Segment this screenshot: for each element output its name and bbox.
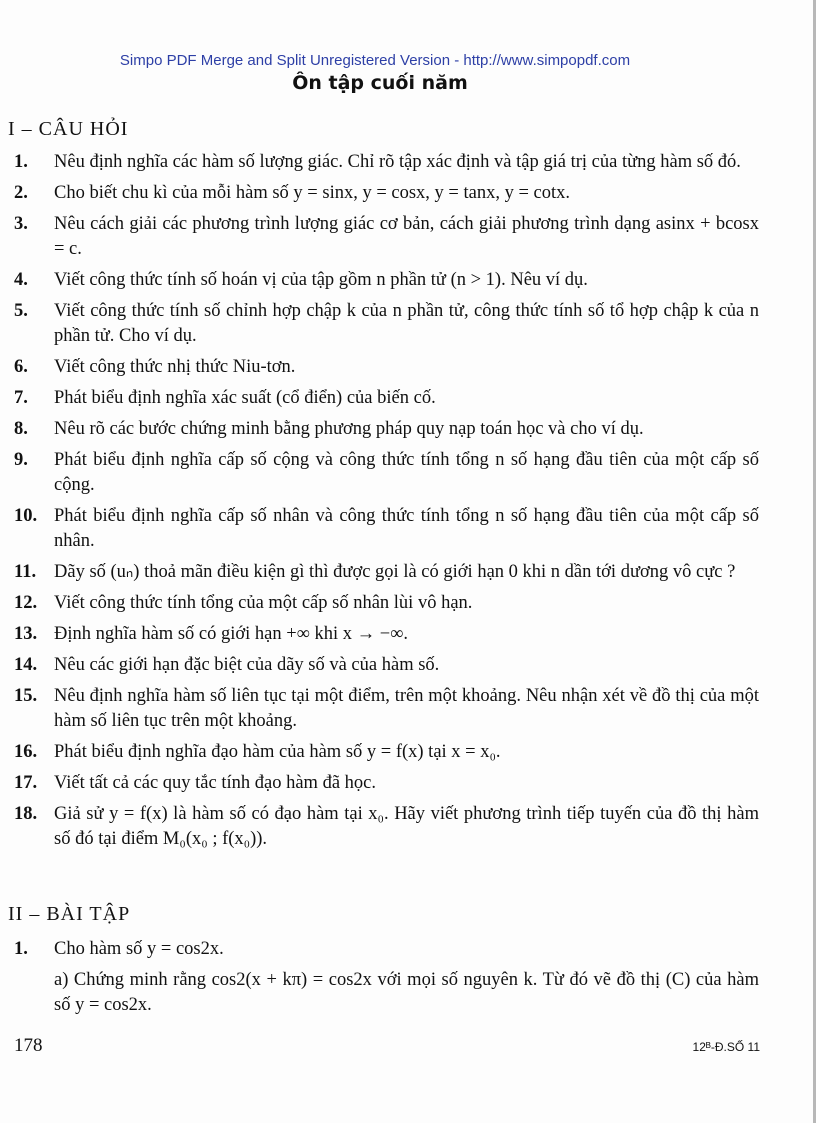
question-item (14, 653, 759, 678)
question-item (14, 560, 759, 585)
book-code: 12ᴮ-Đ.SỐ 11 (692, 1040, 760, 1054)
question-item (14, 504, 759, 554)
question-number: 18. (14, 804, 38, 824)
question-text: Viết tất cả các quy tắc tính đạo hàm đã học. (54, 773, 376, 793)
question-text: Nêu định nghĩa hàm số liên tục tại một điểm, trên một khoảng. Nêu nhận xét về đồ thị của một hàm số liên tục trên một khoảng. (54, 686, 759, 731)
question-text: Nêu các giới hạn đặc biệt của dãy số và của hàm số. (54, 655, 440, 675)
question-number: 15. (14, 686, 38, 706)
question-number: 6. (14, 357, 28, 377)
section-heading-exercises: II – BÀI TẬP (8, 903, 131, 925)
question-text: Dãy số (uₙ) thoả mãn điều kiện gì thì được gọi là có giới hạn 0 khi n dần tới dương vô cực ? (54, 562, 736, 582)
watermark-text: Simpo PDF Merge and Split Unregistered Version - http://www.simpopdf.com (119, 52, 631, 69)
page-number: 178 (14, 1035, 43, 1056)
question-text: Nêu định nghĩa các hàm số lượng giác. Chỉ rõ tập xác định và tập giá trị của từng hàm số đó. (54, 152, 741, 172)
question-text: Phát biểu định nghĩa đạo hàm của hàm số y = f(x) tại x = x₀. (54, 742, 501, 762)
question-item (14, 448, 759, 498)
question-list (14, 150, 759, 858)
question-number: 1. (14, 152, 28, 172)
question-number: 17. (14, 773, 38, 793)
exercise-part-a: a) Chứng minh rằng cos2(x + kπ) = cos2x với mọi số nguyên k. Từ đó vẽ đồ thị (C) của hàm số y = cos2x. (54, 970, 759, 1015)
question-text: Phát biểu định nghĩa cấp số cộng và công thức tính tổng n số hạng đầu tiên của một cấp số cộng. (54, 450, 759, 495)
question-number: 14. (14, 655, 38, 675)
question-item (14, 622, 759, 647)
question-text: Viết công thức nhị thức Niu-tơn. (54, 357, 296, 377)
question-number: 8. (14, 419, 28, 439)
question-item (14, 299, 759, 349)
question-number: 2. (14, 183, 28, 203)
exercise-text: Cho hàm số y = cos2x. (54, 939, 224, 959)
question-number: 10. (14, 506, 38, 526)
page-title: Ôn tập cuối năm (292, 72, 468, 94)
question-item (14, 181, 759, 206)
question-text: Giả sử y = f(x) là hàm số có đạo hàm tại x₀. Hãy viết phương trình tiếp tuyến của đồ thị hàm số đó tại điểm M₀(x₀ ; f(x₀)). (54, 804, 759, 849)
exercise-number: 1. (14, 939, 28, 959)
question-item (14, 268, 759, 293)
question-text: Nêu rõ các bước chứng minh bằng phương pháp quy nạp toán học và cho ví dụ. (54, 419, 644, 439)
question-number: 4. (14, 270, 28, 290)
question-item (14, 684, 759, 734)
question-item (14, 740, 759, 765)
question-number: 3. (14, 214, 28, 234)
question-item (14, 771, 759, 796)
question-item (14, 591, 759, 616)
question-text: Phát biểu định nghĩa cấp số nhân và công thức tính tổng n số hạng đầu tiên của một cấp số nhân. (54, 506, 759, 551)
question-number: 12. (14, 593, 38, 613)
question-text: Nêu cách giải các phương trình lượng giác cơ bản, cách giải phương trình dạng asinx + bcosx = c. (54, 214, 759, 259)
question-number: 5. (14, 301, 28, 321)
question-number: 7. (14, 388, 28, 408)
question-text: Phát biểu định nghĩa xác suất (cổ điển) của biến cố. (54, 388, 436, 408)
question-number: 9. (14, 450, 28, 470)
question-item (14, 417, 759, 442)
question-text: Viết công thức tính số chỉnh hợp chập k của n phần tử, công thức tính số tổ hợp chập k của n phần tử. Cho ví dụ. (54, 301, 759, 346)
question-item (14, 355, 759, 380)
question-number: 13. (14, 624, 38, 644)
exercise-item (14, 937, 759, 962)
question-item (14, 802, 759, 852)
question-item (14, 212, 759, 262)
question-item (14, 150, 759, 175)
question-number: 11. (14, 562, 37, 582)
exercise-list (14, 937, 759, 1018)
question-item (14, 386, 759, 411)
question-text: Viết công thức tính tổng của một cấp số nhân lùi vô hạn. (54, 593, 473, 613)
question-text: Định nghĩa hàm số có giới hạn +∞ khi x → −∞. (54, 624, 409, 644)
question-text: Viết công thức tính số hoán vị của tập gồm n phần tử (n > 1). Nêu ví dụ. (54, 270, 588, 290)
section-heading-questions: I – CÂU HỎI (8, 118, 129, 140)
question-number: 16. (14, 742, 38, 762)
question-text: Cho biết chu kì của mỗi hàm số y = sinx, y = cosx, y = tanx, y = cotx. (54, 183, 570, 203)
